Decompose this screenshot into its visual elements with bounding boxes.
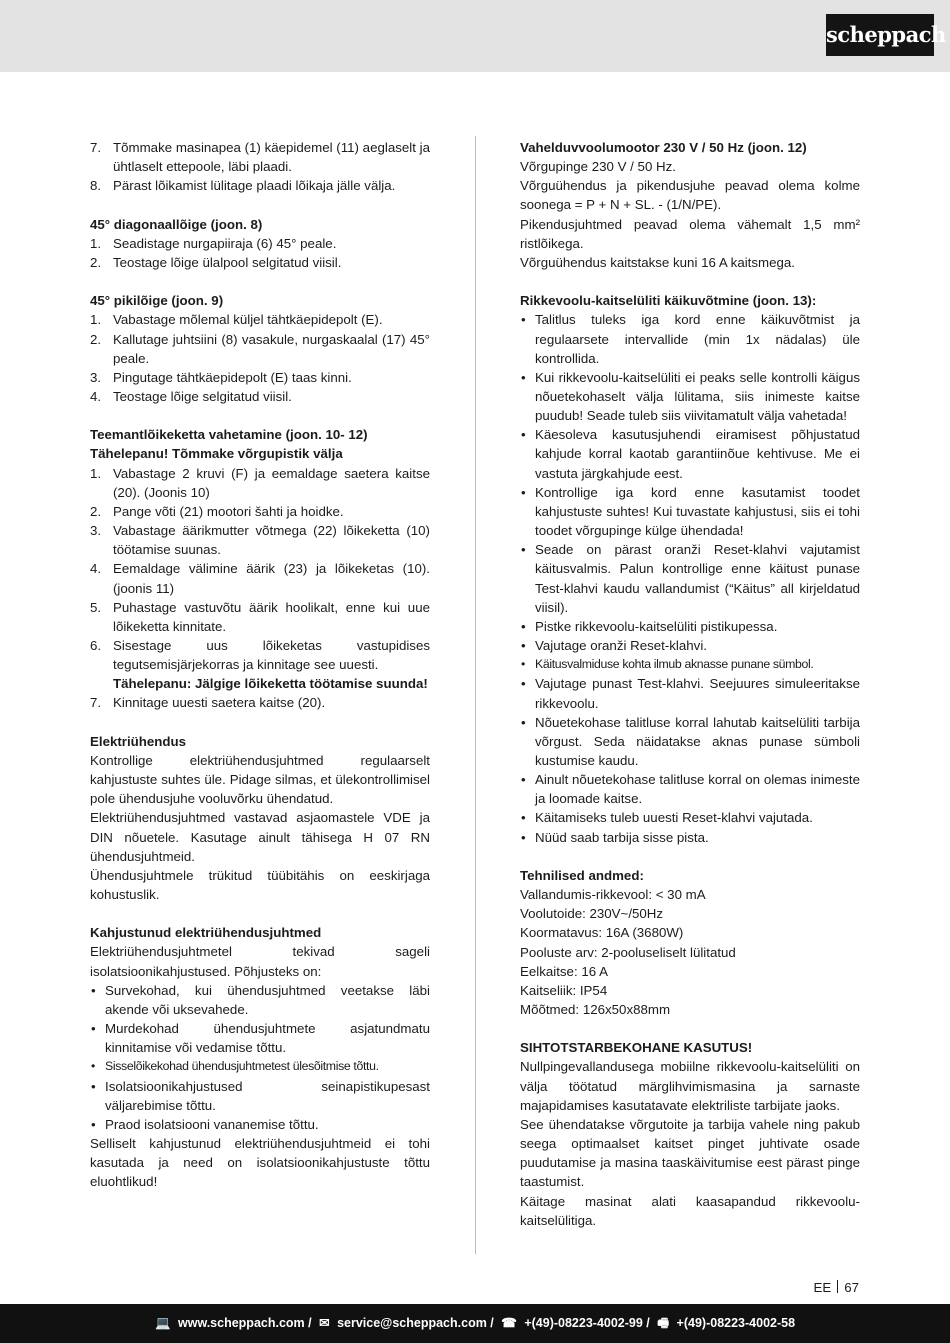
paragraph: Kontrollige elektriühendusjuhtmed regulaarselt kahjustuste suhtes üle. Pidage silmas, et ülekontrollimisel pole ühendusjuhe vooluvõrku ühendatud. bbox=[90, 752, 430, 807]
paragraph: Ühendusjuhtmele trükitud tüübitähis on eeskirjaga kohustuslik. bbox=[90, 867, 430, 903]
language-code: EE bbox=[813, 1280, 832, 1295]
disc-change-warning: Tähelepanu! Tõmmake võrgupistik välja bbox=[90, 446, 343, 462]
section-heading-damaged-cables: Kahjustunud elektriühendusjuhtmed bbox=[90, 925, 322, 941]
list-item: • Vajutage punast Test-klahvi. Seejuures simuleeritakse rikkevoolu. bbox=[520, 674, 860, 712]
list-item: • Seade on pärast oranži Reset-klahvi vajutamist käitusvalmis. Palun kontrollige enne käitust punase Test-klahvi kaudu vallandumist (“Käitus” all kirjeldatud viisil). bbox=[520, 540, 860, 617]
list-item: 1. Vabastage mõlemal küljel tähtkäepidepolt (E). bbox=[90, 312, 383, 328]
list-item: 1. Vabastage 2 kruvi (F) ja eemaldage saetera kaitse (20). (Joonis 10) bbox=[90, 465, 430, 500]
section-heading-rcd: Rikkevoolu-kaitselüliti käikuvõtmine (joon. 13): bbox=[520, 293, 817, 309]
page-number bbox=[813, 1280, 859, 1295]
paragraph: Võrguühendus ja pikendusjuhe peavad olema kolme soonega = P + N + SL. - (1/N/PE). bbox=[520, 178, 860, 213]
tech-data-line: Vallandumis-rikkevool: < 30 mA bbox=[520, 887, 706, 903]
list-item: • Sisselõikekohad ühendusjuhtmetest ülesõitmise tõttu. bbox=[90, 1057, 430, 1076]
section-heading-tech-data: Tehnilised andmed: bbox=[520, 867, 644, 883]
section-heading-diagonal-cut: 45° diagonaallõige (joon. 8) bbox=[90, 216, 263, 232]
list-item: 3. Vabastage äärikmutter võtmega (22) lõikeketta (10) töötamise suunas. bbox=[90, 523, 430, 558]
fax-number: +(49)-08223-4002-58 bbox=[676, 1316, 796, 1330]
header-bar bbox=[0, 0, 950, 72]
list-item: 4. Eemaldage välimine äärik (23) ja lõikeketas (10). (joonis 11) bbox=[90, 561, 430, 596]
list-item: • Kontrollige iga kord enne kasutamist toodet kahjustuste suhtes! Kui tuvastate kahjustusi, siis ei tohi toodet võrgupinge külge ühendada! bbox=[520, 483, 860, 540]
section-heading-motor: Vahelduvvoolumootor 230 V / 50 Hz (joon. 12) bbox=[520, 140, 807, 155]
left-column bbox=[90, 138, 430, 1192]
paragraph: Võrguühendus kaitstakse kuni 16 A kaitsmega. bbox=[520, 254, 795, 270]
section-heading-disc-change: Teemantlõikeketta vahetamine (joon. 10- 12) bbox=[90, 427, 368, 443]
tech-data-line: Koormatavus: 16A (3680W) bbox=[520, 925, 684, 941]
phone-number: +(49)-08223-4002-99 / bbox=[524, 1316, 650, 1330]
list-item: 5. Puhastage vastuvõtu äärik hoolikalt, enne kui uue lõikeketta kinnitate. bbox=[90, 599, 430, 634]
section-heading-longitudinal-cut: 45° pikilõige (joon. 9) bbox=[90, 293, 224, 309]
email-link[interactable]: service@scheppach.com / bbox=[337, 1316, 494, 1330]
damage-causes-list bbox=[90, 981, 430, 1134]
list-item: 2. Pange võti (21) mootori šahti ja hoidke. bbox=[90, 503, 344, 519]
section-heading-intended-use: SIHTOTSTARBEKOHANE KASUTUS! bbox=[520, 1040, 753, 1056]
tech-data-line: Mõõtmed: 126x50x88mm bbox=[520, 1002, 671, 1017]
paragraph: See ühendatakse võrgutoite ja tarbija vahele ning pakub seega optimaalset kaitset pinget juhtivate osade puudutamise ja masina taaskäivitumise eest pärast pinge taastumist. bbox=[520, 1116, 860, 1190]
website-link[interactable]: www.scheppach.com / bbox=[178, 1316, 312, 1330]
section-heading-electrical: Elektriühendus bbox=[90, 733, 187, 749]
tech-data-line: Eelkaitse: 16 A bbox=[520, 963, 608, 979]
tech-data-line: Kaitseliik: IP54 bbox=[520, 982, 608, 998]
disc-change-steps bbox=[90, 464, 430, 713]
list-item: • Käitusvalmiduse kohta ilmub aknasse punane sümbol. bbox=[520, 655, 860, 674]
list-item: • Käitamiseks tuleb uuesti Reset-klahvi vajutada. bbox=[520, 808, 860, 827]
list-item: • Nõuetekohase talitluse korral lahutab kaitselüliti tarbija võrgust. Seda näidatakse aknas punase sümboli kustumise kaudu. bbox=[520, 713, 860, 770]
list-item: 1. Seadistage nurgapiiraja (6) 45° peale. bbox=[90, 235, 337, 251]
fax-icon: 🖷 bbox=[657, 1316, 670, 1330]
list-item: • Murdekohad ühendusjuhtmete asjatundmatu kinnitamise või vedamise tõttu. bbox=[90, 1019, 430, 1057]
footer-bar bbox=[0, 1304, 950, 1343]
longitudinal-cut-steps bbox=[90, 310, 430, 406]
list-item: 2. Teostage lõige ülalpool selgitatud viisil. bbox=[90, 254, 342, 270]
phone-icon: ☎ bbox=[501, 1316, 517, 1330]
list-item: • Talitlus tuleks iga kord enne käikuvõtmist ja regulaarsete intervallide (min 1x nädalas) üle kontrollida. bbox=[520, 310, 860, 367]
tech-data-line: Voolutoide: 230V~/50Hz bbox=[520, 906, 664, 922]
computer-icon: 💻 bbox=[154, 1316, 171, 1330]
brand-logo: scheppach bbox=[826, 14, 934, 56]
page-number-value: 67 bbox=[844, 1280, 859, 1295]
list-item: 2. Kallutage juhtsiini (8) vasakule, nurgaskaalal (17) 45° peale. bbox=[90, 331, 430, 366]
paragraph: Nullpingevallandusega mobiilne rikkevoolu-kaitselüliti on välja töötatud märglihvimismasina ja sarnaste majapidamises kasutatavate elektriliste tarbijate jaoks. bbox=[520, 1059, 860, 1113]
paragraph: Selliselt kahjustunud elektriühendusjuhtmeid ei tohi kasutada ja need on isolatsioonikahjustuste tõttu eluohtlikud! bbox=[90, 1136, 430, 1190]
list-item: 6. Sisestage uus lõikeketas vastupidises tegutsemisjärjekorras ja kinnitage see uuesti. bbox=[90, 638, 430, 673]
paragraph: Käitage masinat alati kaasapandud rikkevoolu-kaitselülitiga. bbox=[520, 1193, 860, 1228]
mail-icon: ✉ bbox=[319, 1316, 330, 1330]
tech-data-line: Pooluste arv: 2-pooluseliselt lülitatud bbox=[520, 944, 736, 960]
list-item: • Nüüd saab tarbija sisse pista. bbox=[520, 828, 860, 847]
list-item: • Isolatsioonikahjustused seinapistikupesast väljarebimise tõttu. bbox=[90, 1077, 430, 1115]
list-item: • Kui rikkevoolu-kaitselüliti ei peaks selle kontrolli käigus nõuetekohaselt välja lülitama, siis inimeste kaitse puudub! Seade tuleb siis viivitamatult välja vahetada! bbox=[520, 368, 860, 425]
paragraph: Elektriühendusjuhtmetel tekivad sageli isolatsioonikahjustused. Põhjusteks on: bbox=[90, 944, 430, 979]
disc-change-note: Tähelepanu: Jälgige lõikeketta töötamise suunda! bbox=[113, 676, 428, 692]
column-divider bbox=[475, 136, 476, 1254]
list-item: • Käesoleva kasutusjuhendi eiramisest põhjustatud kahjude korral kaotab garantiinõue kehtivuse. Me ei vastuta järgkahjude eest. bbox=[520, 425, 860, 482]
list-item: • Ainult nõuetekohase talitluse korral on olemas inimeste ja loomade kaitse. bbox=[520, 770, 860, 808]
list-item: 7. Tõmmake masinapea (1) käepidemel (11) aeglaselt ja ühtlaselt ettepoole, läbi plaadi. bbox=[90, 140, 430, 175]
list-item: 7. Kinnitage uuesti saetera kaitse (20). bbox=[90, 695, 326, 711]
list-item: 4. Teostage lõige selgitatud viisil. bbox=[90, 389, 292, 404]
list-item: 8. Pärast lõikamist lülitage plaadi lõikaja jälle välja. bbox=[90, 178, 396, 194]
paragraph: Pikendusjuhtmed peavad olema vähemalt 1,5 mm² ristlõikega. bbox=[520, 216, 860, 251]
paragraph: Elektriühendusjuhtmed vastavad asjaomastele VDE ja DIN nõuetele. Kasutage ainult tähisega H 07 RN ühendusjuhtmeid. bbox=[90, 810, 430, 864]
list-item: • Vajutage oranži Reset-klahvi. bbox=[520, 636, 860, 655]
list-item: • Survekohad, kui ühendusjuhtmed veetakse läbi akende või uksevahede. bbox=[90, 981, 430, 1019]
rcd-steps-list bbox=[520, 310, 860, 846]
paragraph: Võrgupinge 230 V / 50 Hz. bbox=[520, 159, 676, 175]
continued-steps-list bbox=[90, 138, 430, 195]
page-number-separator bbox=[837, 1280, 838, 1293]
list-item: • Pistke rikkevoolu-kaitselüliti pistikupessa. bbox=[520, 617, 860, 636]
list-item: • Praod isolatsiooni vananemise tõttu. bbox=[90, 1115, 430, 1134]
list-item: 3. Pingutage tähtkäepidepolt (E) taas kinni. bbox=[90, 369, 352, 385]
diagonal-cut-steps bbox=[90, 234, 430, 272]
right-column bbox=[520, 138, 860, 1230]
